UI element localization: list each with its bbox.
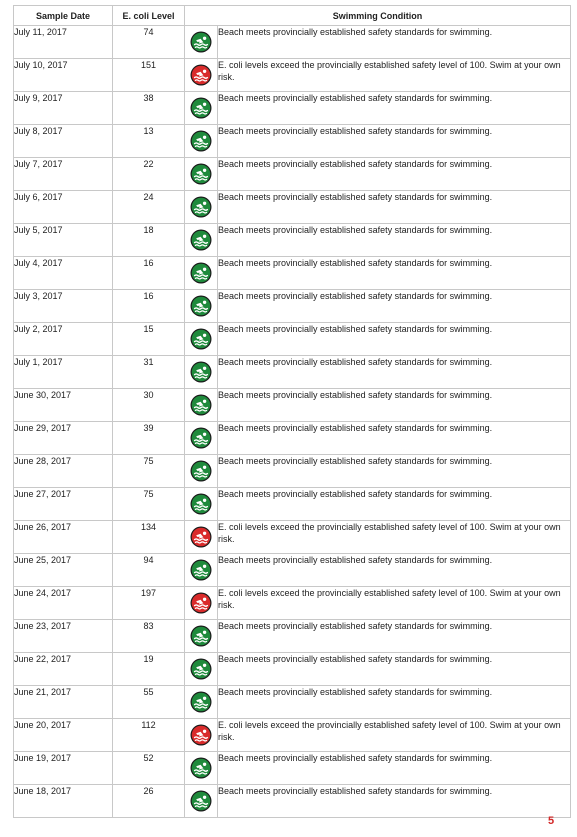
table-row [14, 653, 571, 686]
ecoli-level-cell: 74 [113, 26, 185, 59]
table-row [14, 752, 571, 785]
table-row [14, 587, 571, 620]
sample-date-cell: June 22, 2017 [14, 653, 113, 686]
status-icon-cell [185, 92, 218, 125]
sample-date-cell: June 29, 2017 [14, 422, 113, 455]
table-row [14, 686, 571, 719]
swimmer-safe-icon [190, 460, 212, 482]
swimming-condition-cell: E. coli levels exceed the provincially established safety level of 100. Swim at your own risk. [218, 719, 571, 752]
table-row [14, 191, 571, 224]
swimming-condition-cell: Beach meets provincially established safety standards for swimming. [218, 488, 571, 521]
table-row [14, 125, 571, 158]
swimming-condition-cell: Beach meets provincially established safety standards for swimming. [218, 356, 571, 389]
swimmer-unsafe-icon [190, 526, 212, 548]
sample-date-cell: June 19, 2017 [14, 752, 113, 785]
ecoli-level-cell: 15 [113, 323, 185, 356]
status-icon-cell [185, 191, 218, 224]
status-icon-cell [185, 521, 218, 554]
ecoli-level-cell: 197 [113, 587, 185, 620]
table-row [14, 290, 571, 323]
status-icon-cell [185, 653, 218, 686]
ecoli-level-cell: 31 [113, 356, 185, 389]
swimmer-safe-icon [190, 361, 212, 383]
sample-date-cell: July 7, 2017 [14, 158, 113, 191]
status-icon-cell [185, 158, 218, 191]
swimming-condition-cell: Beach meets provincially established safety standards for swimming. [218, 620, 571, 653]
header-ecoli-level: E. coli Level [113, 6, 185, 26]
swimming-condition-cell: Beach meets provincially established safety standards for swimming. [218, 554, 571, 587]
ecoli-level-cell: 19 [113, 653, 185, 686]
ecoli-level-cell: 151 [113, 59, 185, 92]
swimmer-safe-icon [190, 97, 212, 119]
table-row [14, 785, 571, 818]
sample-date-cell: July 6, 2017 [14, 191, 113, 224]
swimming-condition-cell: Beach meets provincially established safety standards for swimming. [218, 125, 571, 158]
status-icon-cell [185, 554, 218, 587]
table-row [14, 521, 571, 554]
ecoli-level-cell: 24 [113, 191, 185, 224]
table-row [14, 356, 571, 389]
ecoli-level-cell: 94 [113, 554, 185, 587]
results-sheet [13, 5, 570, 818]
status-icon-cell [185, 290, 218, 323]
swimmer-unsafe-icon [190, 64, 212, 86]
swimming-condition-cell: Beach meets provincially established safety standards for swimming. [218, 290, 571, 323]
status-icon-cell [185, 389, 218, 422]
table-row [14, 719, 571, 752]
ecoli-level-cell: 30 [113, 389, 185, 422]
ecoli-level-cell: 134 [113, 521, 185, 554]
table-header-row [14, 6, 571, 26]
ecoli-level-cell: 26 [113, 785, 185, 818]
swimming-condition-cell: E. coli levels exceed the provincially established safety level of 100. Swim at your own risk. [218, 587, 571, 620]
swimming-condition-cell: E. coli levels exceed the provincially established safety level of 100. Swim at your own risk. [218, 521, 571, 554]
sample-date-cell: July 4, 2017 [14, 257, 113, 290]
swimmer-unsafe-icon [190, 724, 212, 746]
sample-date-cell: June 26, 2017 [14, 521, 113, 554]
ecoli-level-cell: 112 [113, 719, 185, 752]
sample-date-cell: July 11, 2017 [14, 26, 113, 59]
sample-date-cell: July 5, 2017 [14, 224, 113, 257]
table-row [14, 422, 571, 455]
swimmer-safe-icon [190, 295, 212, 317]
status-icon-cell [185, 686, 218, 719]
table-row [14, 620, 571, 653]
swimmer-unsafe-icon [190, 592, 212, 614]
swimmer-safe-icon [190, 328, 212, 350]
header-swimming-condition: Swimming Condition [185, 6, 571, 26]
table-row [14, 92, 571, 125]
swimming-condition-cell: Beach meets provincially established safety standards for swimming. [218, 191, 571, 224]
swimmer-safe-icon [190, 229, 212, 251]
sample-date-cell: July 1, 2017 [14, 356, 113, 389]
swimming-condition-cell: Beach meets provincially established safety standards for swimming. [218, 92, 571, 125]
status-icon-cell [185, 356, 218, 389]
status-icon-cell [185, 323, 218, 356]
table-row [14, 257, 571, 290]
swimmer-safe-icon [190, 31, 212, 53]
swimming-condition-cell: Beach meets provincially established safety standards for swimming. [218, 785, 571, 818]
swimmer-safe-icon [190, 196, 212, 218]
ecoli-level-cell: 52 [113, 752, 185, 785]
swimmer-safe-icon [190, 427, 212, 449]
swimmer-safe-icon [190, 691, 212, 713]
ecoli-level-cell: 55 [113, 686, 185, 719]
sample-date-cell: July 10, 2017 [14, 59, 113, 92]
table-row [14, 158, 571, 191]
status-icon-cell [185, 719, 218, 752]
sample-date-cell: July 8, 2017 [14, 125, 113, 158]
ecoli-results-table [13, 5, 571, 818]
ecoli-level-cell: 38 [113, 92, 185, 125]
status-icon-cell [185, 752, 218, 785]
ecoli-level-cell: 39 [113, 422, 185, 455]
sample-date-cell: June 25, 2017 [14, 554, 113, 587]
status-icon-cell [185, 59, 218, 92]
table-row [14, 389, 571, 422]
sample-date-cell: June 27, 2017 [14, 488, 113, 521]
ecoli-level-cell: 22 [113, 158, 185, 191]
ecoli-level-cell: 13 [113, 125, 185, 158]
sample-date-cell: June 24, 2017 [14, 587, 113, 620]
header-sample-date: Sample Date [14, 6, 113, 26]
sample-date-cell: July 2, 2017 [14, 323, 113, 356]
sample-date-cell: June 18, 2017 [14, 785, 113, 818]
table-row [14, 554, 571, 587]
ecoli-level-cell: 18 [113, 224, 185, 257]
table-body [14, 26, 571, 818]
swimming-condition-cell: Beach meets provincially established safety standards for swimming. [218, 455, 571, 488]
swimming-condition-cell: Beach meets provincially established safety standards for swimming. [218, 686, 571, 719]
swimming-condition-cell: Beach meets provincially established safety standards for swimming. [218, 323, 571, 356]
status-icon-cell [185, 587, 218, 620]
swimmer-safe-icon [190, 394, 212, 416]
sample-date-cell: June 20, 2017 [14, 719, 113, 752]
sample-date-cell: July 9, 2017 [14, 92, 113, 125]
ecoli-level-cell: 16 [113, 290, 185, 323]
swimming-condition-cell: Beach meets provincially established safety standards for swimming. [218, 26, 571, 59]
page-number: 5 [548, 815, 555, 827]
table-row [14, 59, 571, 92]
status-icon-cell [185, 422, 218, 455]
swimming-condition-cell: Beach meets provincially established safety standards for swimming. [218, 158, 571, 191]
swimming-condition-cell: Beach meets provincially established safety standards for swimming. [218, 653, 571, 686]
status-icon-cell [185, 620, 218, 653]
swimming-condition-cell: Beach meets provincially established safety standards for swimming. [218, 257, 571, 290]
swimming-condition-cell: Beach meets provincially established safety standards for swimming. [218, 389, 571, 422]
table-row [14, 224, 571, 257]
table-row [14, 26, 571, 59]
swimmer-safe-icon [190, 658, 212, 680]
swimmer-safe-icon [190, 262, 212, 284]
swimming-condition-cell: Beach meets provincially established safety standards for swimming. [218, 752, 571, 785]
status-icon-cell [185, 455, 218, 488]
ecoli-level-cell: 16 [113, 257, 185, 290]
status-icon-cell [185, 488, 218, 521]
swimmer-safe-icon [190, 757, 212, 779]
swimming-condition-cell: E. coli levels exceed the provincially established safety level of 100. Swim at your own risk. [218, 59, 571, 92]
sample-date-cell: June 30, 2017 [14, 389, 113, 422]
table-row [14, 323, 571, 356]
ecoli-level-cell: 83 [113, 620, 185, 653]
status-icon-cell [185, 224, 218, 257]
status-icon-cell [185, 785, 218, 818]
table-row [14, 488, 571, 521]
swimmer-safe-icon [190, 493, 212, 515]
ecoli-level-cell: 75 [113, 488, 185, 521]
sample-date-cell: June 23, 2017 [14, 620, 113, 653]
table-row [14, 455, 571, 488]
swimmer-safe-icon [190, 163, 212, 185]
sample-date-cell: June 21, 2017 [14, 686, 113, 719]
status-icon-cell [185, 26, 218, 59]
status-icon-cell [185, 257, 218, 290]
swimmer-safe-icon [190, 625, 212, 647]
swimmer-safe-icon [190, 790, 212, 812]
swimmer-safe-icon [190, 130, 212, 152]
ecoli-level-cell: 75 [113, 455, 185, 488]
swimming-condition-cell: Beach meets provincially established safety standards for swimming. [218, 224, 571, 257]
swimmer-safe-icon [190, 559, 212, 581]
sample-date-cell: July 3, 2017 [14, 290, 113, 323]
swimming-condition-cell: Beach meets provincially established safety standards for swimming. [218, 422, 571, 455]
status-icon-cell [185, 125, 218, 158]
sample-date-cell: June 28, 2017 [14, 455, 113, 488]
